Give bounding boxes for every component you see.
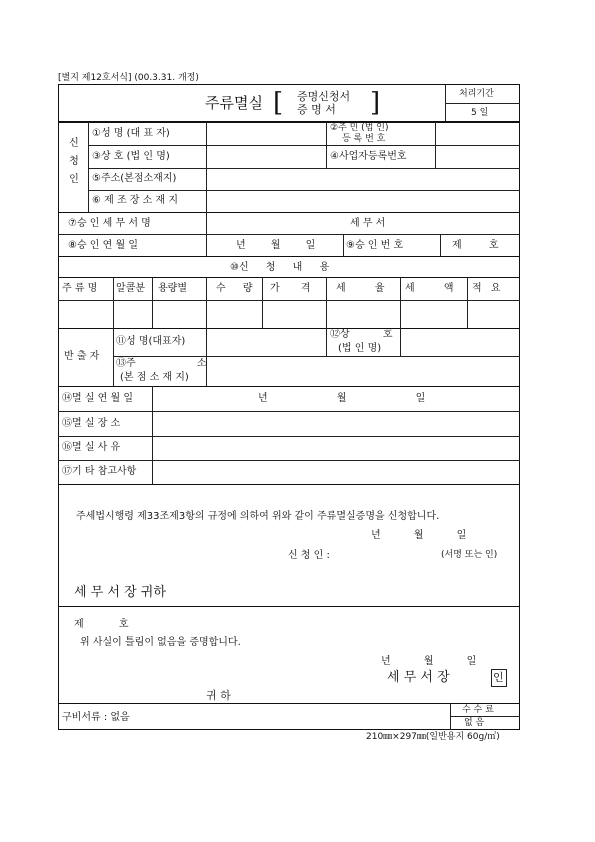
approval-date-label: ⑧승 인 연 월 일	[68, 240, 138, 251]
column-header-quantity: 수 량	[216, 283, 253, 294]
applicant-company-field[interactable]	[207, 146, 325, 167]
applicant-company-label: ③상 호 (법 인 명)	[92, 151, 170, 162]
loss-date-label: ⑭멸 실 연 월 일	[62, 393, 134, 404]
required-documents: 구비서류 : 없음	[62, 712, 130, 723]
applicant-resident-field[interactable]	[436, 123, 519, 144]
declaration-addressee: 세 무 서 장 귀하	[74, 585, 166, 600]
applicant-address-field[interactable]	[207, 169, 519, 189]
returner-address-field[interactable]	[207, 357, 519, 385]
returner-address-label-2: (본 점 소 재 지)	[120, 372, 189, 383]
declaration-sign-label: (서명 또는 인)	[441, 550, 498, 560]
returner-group-label: 반 출 자	[64, 351, 100, 362]
returner-address-label-1: ⑬주 소	[116, 358, 207, 369]
column-header-liquor-name: 주 류 명	[62, 283, 98, 294]
loss-other-label: ⑰기 타 참고사항	[62, 466, 137, 477]
applicant-address-label: ⑤주소(본점소재지)	[92, 173, 177, 184]
applicant-resident-label-2: 등 록 번 호	[342, 134, 386, 144]
request-data-row[interactable]	[59, 301, 519, 327]
declaration-statement: 주세법시행령 제33조제3항의 규정에 의하여 위와 같이 주류멸실증명을 신청합니다.	[76, 511, 440, 522]
loss-place-label: ⑮멸 실 장 소	[62, 418, 121, 429]
column-header-remarks: 적 요	[472, 283, 501, 294]
loss-place-field[interactable]	[153, 412, 519, 435]
column-header-volume: 용량별	[158, 283, 187, 294]
approval-number-value[interactable]: 제 호	[452, 240, 499, 251]
form-reference: [별지 제12호서식] (00.3.31. 개정)	[58, 73, 199, 83]
seal-box	[491, 669, 507, 687]
loss-reason-field[interactable]	[153, 437, 519, 459]
approval-office-field[interactable]	[207, 213, 347, 233]
loss-reason-label: ⑯멸 실 사 유	[62, 442, 121, 453]
loss-date-value[interactable]: 년 월 일	[258, 393, 426, 404]
request-section-title: ⑩신 청 내 용	[230, 262, 330, 273]
column-header-tax-rate: 세 율	[336, 283, 385, 294]
processing-period-value: 5 일	[471, 108, 489, 118]
certificate-date-line: 년 월 일	[381, 656, 477, 667]
title-bracket-left: [	[273, 88, 284, 118]
seal-mark: 인	[493, 671, 504, 684]
processing-period-label: 처리기간	[459, 89, 494, 99]
declaration-date-line[interactable]: 년 월 일	[371, 530, 467, 541]
applicant-name-field[interactable]	[207, 123, 325, 144]
approval-number-label: ⑨승 인 번 호	[346, 240, 404, 251]
applicant-group-label: 신 청 인	[69, 138, 79, 185]
paper-spec: 210㎜×297㎜(일반용지 60g/㎡)	[366, 732, 500, 742]
applicant-factory-field[interactable]	[207, 191, 519, 211]
returner-company-label-2: (법 인 명)	[338, 343, 382, 354]
applicant-bizno-label: ④사업자등록번호	[330, 151, 407, 162]
title-bracket-right: ]	[370, 88, 381, 118]
column-header-price: 가 격	[270, 283, 311, 294]
returner-company-label-1: ⑫상 호	[330, 329, 393, 340]
returner-name-field[interactable]	[207, 329, 325, 355]
certificate-number-line: 제 호	[74, 619, 129, 630]
returner-name-label: ⑪성 명(대표자)	[116, 336, 186, 347]
approval-office-label: ⑦승 인 세 무 서 명	[68, 218, 151, 229]
applicant-bizno-field[interactable]	[436, 146, 519, 167]
applicant-name-label: ①성 명 (대 표 자)	[92, 128, 170, 139]
fee-value: 없 음	[464, 718, 485, 728]
certificate-to-line: 귀 하	[206, 689, 231, 702]
title-option-application: 증명신청서	[297, 90, 351, 103]
certificate-issuer: 세 무 서 장	[387, 670, 450, 685]
title-option-certificate: 증 명 서	[297, 103, 336, 116]
column-header-alcohol: 알콜분	[116, 283, 145, 294]
applicant-factory-label: ⑥ 제 조 장 소 재 지	[92, 195, 178, 206]
fee-label: 수 수 료	[462, 705, 494, 715]
loss-other-field[interactable]	[153, 461, 519, 483]
applicant-resident-label-1: ②주 민 (법 인)	[330, 123, 389, 133]
certificate-statement: 위 사실이 틀림이 없음을 증명합니다.	[80, 637, 241, 648]
form-title: 주류멸실	[205, 94, 263, 112]
approval-office-suffix: 세 무 서	[350, 218, 386, 229]
approval-date-value[interactable]: 년 월 일	[236, 240, 316, 251]
column-header-tax-amount: 세 액	[405, 283, 454, 294]
declaration-applicant-label: 신 청 인 :	[288, 550, 330, 561]
returner-company-field[interactable]	[401, 329, 519, 355]
